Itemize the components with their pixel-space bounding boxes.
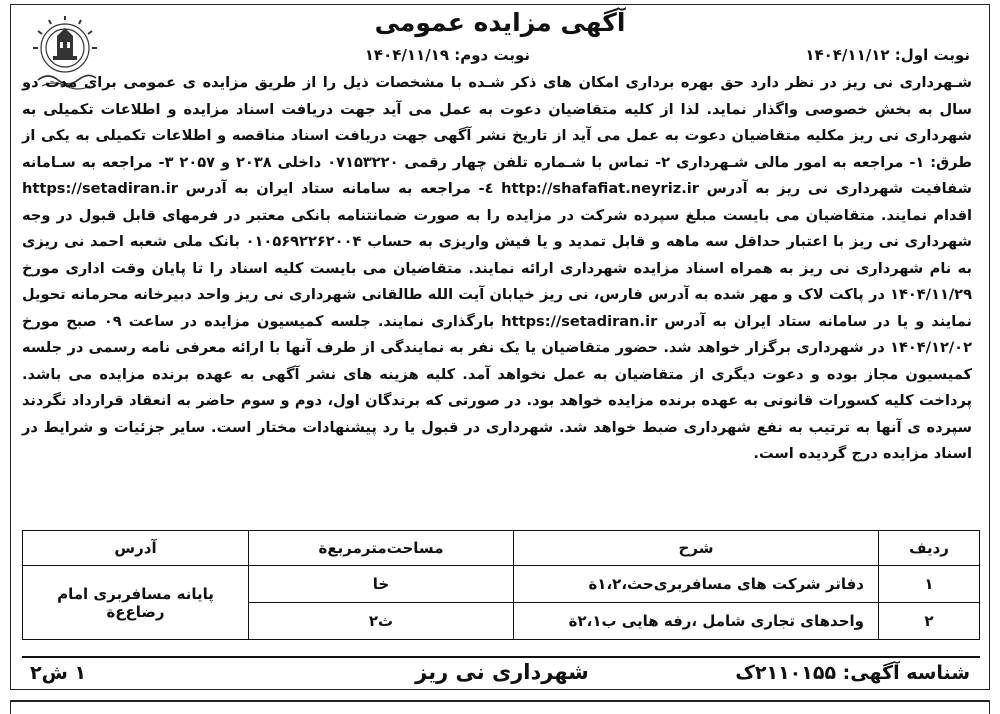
- ad-id: شناسه آگهی: ۲۱۱۰۱۵۵ک: [735, 662, 970, 684]
- second-notice-date: نوبت دوم: ۱۴۰۴/۱۱/۱۹: [364, 46, 530, 64]
- table-header-row: [23, 531, 980, 566]
- row-area: خا: [249, 566, 514, 603]
- page-indicator: ۱ ش۲: [30, 662, 87, 684]
- organization-name: شهرداری نی ریز: [415, 660, 589, 684]
- row-description: واحدهای تجاری شامل ،رفه هایی ب۲،۱ة: [514, 603, 879, 640]
- row-number: ۲: [879, 603, 980, 640]
- row-area: ث۲: [249, 603, 514, 640]
- auction-items-table: [22, 530, 980, 640]
- table-row: [23, 566, 980, 603]
- notice-footer: [22, 656, 980, 688]
- col-area: مساحت‌مترمربع‌ة: [249, 531, 514, 566]
- notice-body: شـهرداری نی ریز در نظر دارد حق بهره برداری امکان های ذکر شـده با مشخصات ذیل را از طریق مزایده ی عمومی برای مدت دو سال به بخش خصوصی واگذار نماید. لذا از کلیه متقاضیان دعوت به عمل می آید جهت دریافت اسناد مزایده و اطلاعات تکمیلی به شهرداری نی ریز مکلیه متقاضیان دعوت به عمل می آید از تاریخ نشر آگهی جهت دریافت اسناد مناقصه و اطلاعات تکمیلی به یکی از طرق: ۱- مراجعه به امور مالی شـهرداری ۲- تماس با شـماره تلفن چهار رقمی ۰۷۱۵۳۲۲۰ داخلی ۲۰۳۸ و ۲۰۵۷ ۳- مراجعه به سـامانه شفافیت شهرداری نی ریز به آدرس http://shafafiat.neyriz.ir ٤- مراجعه به سامانه ستاد ایران به آدرس https://setadiran.ir اقدام نمایند. متقاضیان می بایست مبلغ سپرده شرکت در مزایده را به صورت ضمانتنامه بانکی معتبر در فرمهای قابل قبول در وجه شهرداری نی ریز با اعتبار حداقل سه ماهه و قابل تمدید و یا فیش واریزی به حساب ۰۱۰۵۶۹۲۲۶۲۰۰۴ بانک ملی شعبه احمد نی ریزی به نام شهرداری نی ریز به همراه اسناد مزایده شهرداری ارائه نمایند. متقاضیان می بایست کلیه اسناد را تا پایان وقت اداری مورخ ۱۴۰۴/۱۱/۲۹ در پاکت لاک و مهر شده به آدرس فارس، نی ریز خیابان آیت الله طالقانی شهرداری نی ریز واحد دبیرخانه محرمانه تحویل نمایند و یا در سامانه ستاد ایران به آدرس https://setadiran.ir بارگذاری نمایند. جلسه کمیسیون مزایده در ساعت ۰۹ صبح مورخ ۱۴۰۴/۱۲/۰۲ در شهرداری برگزار خواهد شد. حضور متقاضیان یا یک نفر به نمایندگی از طرف آنها با ارائه معرفی نامه رسمی در جلسه کمیسیون مجاز بوده و دعوت دیگری از متقاضیان به عمل نخواهد آمد. کلیه هزینه های نشر آگهی به عهده برنده مزایده می باشد. پرداخت کلیه کسورات قانونی به عهده برنده مزایده خواهد بود. در صورتی که برندگان اول، دوم و سوم حاضر به انعقاد قرارداد نگردند سپرده ی آنها به ترتیب به نفع شهرداری ضبط خواهد شد. شهرداری در قبول یا رد پیشنهادات مختار است. سایر جزئیات و شرایط در اسناد مزایده درج گردیده است.: [22, 74, 972, 462]
- col-address: آدرس: [23, 531, 249, 566]
- next-notice-border: [10, 700, 990, 714]
- row-address: پایانه مسافربری امام رضاع‌ع‌ة: [23, 566, 249, 640]
- col-row: ردیف: [879, 531, 980, 566]
- row-description: دفاتر شرکت های مسافربری‌حث،۱،۲ة: [514, 566, 879, 603]
- row-number: ۱: [879, 566, 980, 603]
- first-notice-date: نوبت اول: ۱۴۰۴/۱۱/۱۲: [805, 46, 970, 64]
- notice-title: آگهی مزایده عمومی: [374, 8, 626, 37]
- col-description: شرح: [514, 531, 879, 566]
